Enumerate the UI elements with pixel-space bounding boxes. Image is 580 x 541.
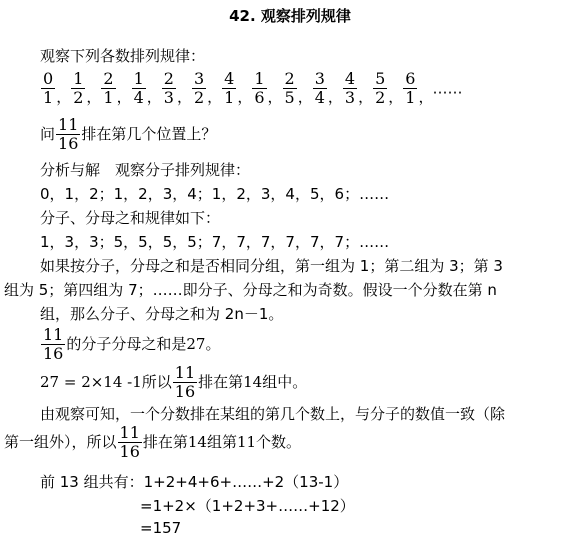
fraction-numerator: 11	[119, 423, 140, 442]
paragraph-line-2: 组为 5；第四组为 7；……即分子、分母之和为奇数。假设一个分数在第 n	[4, 281, 497, 299]
sequence-fraction	[222, 70, 236, 107]
sequence-fraction	[162, 70, 176, 107]
fraction-denominator: 4	[314, 88, 325, 107]
separator: ，	[176, 88, 192, 106]
separator: ，	[116, 88, 132, 106]
separator: ，	[358, 88, 374, 106]
analysis-heading: 分析与解 观察分子排列规律：	[40, 161, 251, 179]
fraction-denominator: 6	[254, 88, 265, 107]
fraction-denominator: 1	[43, 88, 54, 107]
fraction-denominator: 1	[103, 88, 114, 107]
sum-fraction	[41, 326, 65, 363]
equation-prefix: 27 = 2×14 -1所以	[40, 373, 172, 391]
fraction-sequence	[40, 70, 462, 107]
calc-line-3: =157	[140, 519, 182, 537]
fraction-numerator: 4	[224, 69, 235, 88]
sequence-fraction	[41, 70, 55, 107]
question-fraction	[56, 116, 80, 153]
fraction-numerator: 11	[58, 115, 79, 134]
sequence-fraction	[343, 70, 357, 107]
ellipsis: ……	[432, 79, 463, 98]
fraction-numerator: 6	[405, 69, 416, 88]
fraction-denominator: 1	[405, 88, 416, 107]
fraction-numerator: 2	[103, 69, 114, 88]
separator: ，	[388, 88, 404, 106]
fraction-denominator: 16	[174, 382, 196, 401]
sequence-fraction	[132, 70, 146, 107]
fraction-numerator: 3	[314, 69, 325, 88]
fraction-denominator: 2	[375, 88, 386, 107]
sum-rule-heading: 分子、分母之和规律如下：	[40, 209, 221, 227]
fraction-numerator: 11	[174, 363, 196, 382]
sequence-fraction	[313, 70, 327, 107]
observation-fraction	[118, 424, 142, 461]
fraction-numerator: 4	[344, 69, 356, 88]
fraction-numerator: 2	[163, 69, 174, 88]
question-line	[40, 116, 216, 153]
fraction-denominator: 5	[284, 88, 295, 107]
sequence-fraction	[373, 70, 387, 107]
question-suffix: 排在第几个位置上？	[81, 125, 217, 143]
observation-line-2	[4, 424, 301, 461]
observation-prefix: 第一组外），所以	[4, 433, 117, 451]
sequence-fraction	[283, 70, 297, 107]
fraction-numerator: 2	[284, 69, 295, 88]
separator: ，	[327, 88, 343, 106]
sequence-fraction	[192, 70, 206, 107]
fraction-numerator: 1	[254, 69, 265, 88]
fraction-denominator: 1	[224, 88, 235, 107]
sequence-fraction	[252, 70, 266, 107]
separator: ，	[267, 88, 283, 106]
separator: ，	[418, 88, 434, 106]
sum-sequence: 1，3，3；5，5，5，5；7，7，7，7，7，7；……	[40, 233, 390, 251]
fraction-numerator: 5	[375, 69, 386, 88]
paragraph-line-1: 如果按分子，分母之和是否相同分组，第一组为 1；第二组为 3；第 3	[40, 257, 503, 275]
page-title: 42. 观察排列规律	[229, 7, 351, 25]
observation-line-1: 由观察可知，一个分数排在某组的第几个数上，与分子的数值一致（除	[40, 405, 506, 423]
equation-line	[40, 364, 307, 401]
fraction-denominator: 3	[344, 88, 356, 107]
fraction-numerator: 11	[43, 325, 64, 344]
equation-suffix: 排在第14组中。	[198, 373, 308, 391]
observation-suffix: 排在第14组第11个数。	[142, 433, 302, 451]
sum-line-text: 的分子分母之和是27。	[66, 335, 221, 353]
fraction-denominator: 16	[119, 442, 140, 461]
calc-line-2: =1+2×（1+2+3+……+12）	[140, 497, 355, 515]
fraction-numerator: 1	[73, 69, 84, 88]
separator: ，	[86, 88, 102, 106]
equation-fraction	[173, 364, 197, 401]
numerator-sequence: 0，1，2；1，2，3，4；1，2，3，4，5，6；……	[40, 185, 390, 203]
fraction-denominator: 3	[163, 88, 174, 107]
fraction-denominator: 2	[73, 88, 84, 107]
fraction-denominator: 4	[133, 88, 144, 107]
fraction-denominator: 16	[43, 344, 64, 363]
paragraph-line-3: 组，那么分子、分母之和为 2n－1。	[40, 305, 284, 323]
separator: ，	[297, 88, 313, 106]
calc-line-1: 前 13 组共有：1+2+4+6+……+2（13-1）	[40, 473, 349, 491]
fraction-denominator: 16	[58, 134, 79, 153]
separator: ，	[146, 88, 162, 106]
fraction-denominator: 2	[193, 88, 205, 107]
sequence-fraction	[403, 70, 417, 107]
intro-text: 观察下列各数排列规律：	[40, 47, 206, 65]
separator: ，	[207, 88, 223, 106]
sum-line	[40, 326, 220, 363]
fraction-numerator: 1	[133, 69, 144, 88]
separator: ，	[56, 88, 72, 106]
fraction-numerator: 0	[43, 69, 54, 88]
sequence-fraction	[101, 70, 115, 107]
sequence-fraction	[71, 70, 85, 107]
fraction-numerator: 3	[193, 69, 205, 88]
separator: ，	[237, 88, 253, 106]
question-prefix: 问	[40, 125, 56, 143]
